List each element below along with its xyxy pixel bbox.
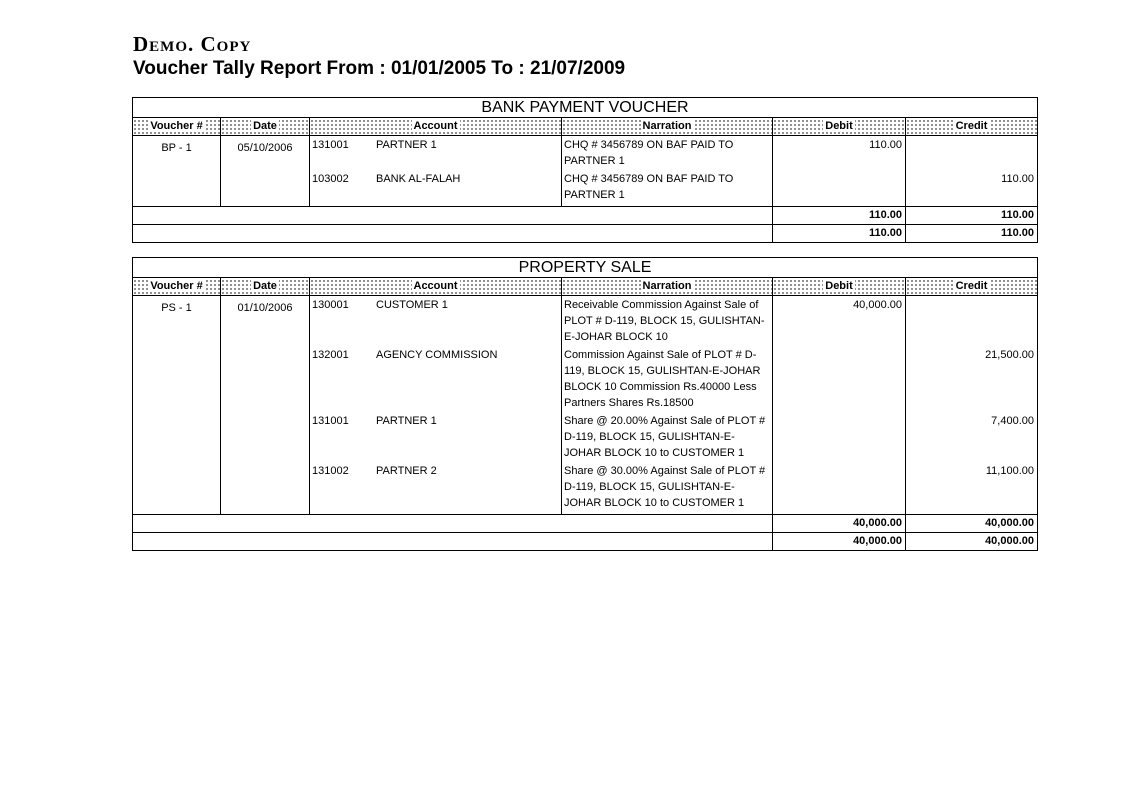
col-date: Date [221, 118, 310, 135]
col-debit: Debit [773, 118, 906, 135]
voucher-body [133, 296, 1037, 515]
subtotal-credit: 110.00 [1000, 209, 1034, 221]
entry-debit [773, 463, 905, 513]
total-debit: 40,000.00 [773, 533, 906, 550]
total-credit: 40,000.00 [985, 535, 1034, 547]
debit-cell [773, 136, 906, 206]
col-account: Account [310, 118, 562, 135]
debit-cell [773, 296, 906, 514]
col-credit: Credit [906, 118, 1037, 135]
narration-cell [562, 136, 773, 206]
demo-copy-label: Demo. Copy [133, 32, 252, 56]
entry-debit: 40,000.00 [853, 299, 902, 311]
entry-credit: 7,400.00 [991, 415, 1034, 427]
entry-narration: Commission Against Sale of PLOT # D-119, BLOCK 15, GULISHTAN-E-JOHAR BLOCK 10 Commission Rs.40000 Less Partners Shares Rs.18500 [564, 349, 761, 409]
col-account: Account [310, 278, 562, 295]
entry-account: 132001 AGENCY COMMISSION [312, 349, 498, 361]
col-narration: Narration [562, 118, 773, 135]
report-title: Voucher Tally Report From : 01/01/2005 To : 21/07/2009 [133, 58, 626, 79]
voucher-number: PS - 1 [133, 296, 221, 514]
total-credit: 110.00 [1000, 227, 1034, 239]
entry-narration: Receivable Commission Against Sale of PLOT # D-119, BLOCK 15, GULISHTAN-E-JOHAR BLOCK 10 [564, 299, 765, 343]
account-cell [310, 296, 562, 514]
col-credit: Credit [906, 278, 1037, 295]
credit-cell [906, 296, 1037, 514]
bank-payment-voucher-section [132, 97, 1038, 243]
entry-debit [773, 171, 905, 205]
entry-debit: 110.00 [869, 139, 902, 151]
entry-narration: CHQ # 3456789 ON BAF PAID TO PARTNER 1 [564, 173, 734, 201]
entry-account: 131001 PARTNER 1 [312, 415, 437, 427]
section-title: BANK PAYMENT VOUCHER [133, 98, 1037, 118]
total-row [133, 225, 1037, 242]
voucher-date: 01/10/2006 [221, 296, 310, 514]
column-header-row [133, 118, 1037, 136]
property-sale-section [132, 257, 1038, 551]
col-date: Date [221, 278, 310, 295]
entry-account: 103002 BANK AL-FALAH [312, 173, 461, 185]
column-header-row [133, 278, 1037, 296]
subtotal-row [133, 515, 1037, 533]
col-debit: Debit [773, 278, 906, 295]
voucher-number: BP - 1 [133, 136, 221, 206]
entry-account: 130001 CUSTOMER 1 [312, 299, 448, 311]
subtotal-debit: 40,000.00 [773, 515, 906, 532]
subtotal-debit: 110.00 [773, 207, 906, 224]
entry-credit: 21,500.00 [985, 349, 1034, 361]
entry-narration: CHQ # 3456789 ON BAF PAID TO PARTNER 1 [564, 139, 734, 167]
entry-credit: 11,100.00 [985, 465, 1034, 477]
entry-narration: Share @ 30.00% Against Sale of PLOT # D-119, BLOCK 15, GULISHTAN-E-JOHAR BLOCK 10 to CUSTOMER 1 [564, 465, 766, 509]
subtotal-credit: 40,000.00 [985, 517, 1034, 529]
entry-credit: 110.00 [1001, 173, 1034, 185]
voucher-body [133, 136, 1037, 207]
account-cell [310, 136, 562, 206]
entry-debit [773, 347, 905, 413]
narration-cell [562, 296, 773, 514]
subtotal-row [133, 207, 1037, 225]
entry-credit [906, 297, 1037, 347]
entry-credit [906, 137, 1037, 171]
col-voucher: Voucher # [133, 118, 221, 135]
entry-account: 131002 PARTNER 2 [312, 465, 437, 477]
col-narration: Narration [562, 278, 773, 295]
entry-narration: Share @ 20.00% Against Sale of PLOT # D-119, BLOCK 15, GULISHTAN-E-JOHAR BLOCK 10 to CUSTOMER 1 [564, 415, 766, 459]
entry-debit [773, 413, 905, 463]
credit-cell [906, 136, 1037, 206]
total-debit: 110.00 [773, 225, 906, 242]
col-voucher: Voucher # [133, 278, 221, 295]
total-row [133, 533, 1037, 550]
voucher-date: 05/10/2006 [221, 136, 310, 206]
section-title: PROPERTY SALE [133, 258, 1037, 278]
entry-account: 131001 PARTNER 1 [312, 139, 437, 151]
